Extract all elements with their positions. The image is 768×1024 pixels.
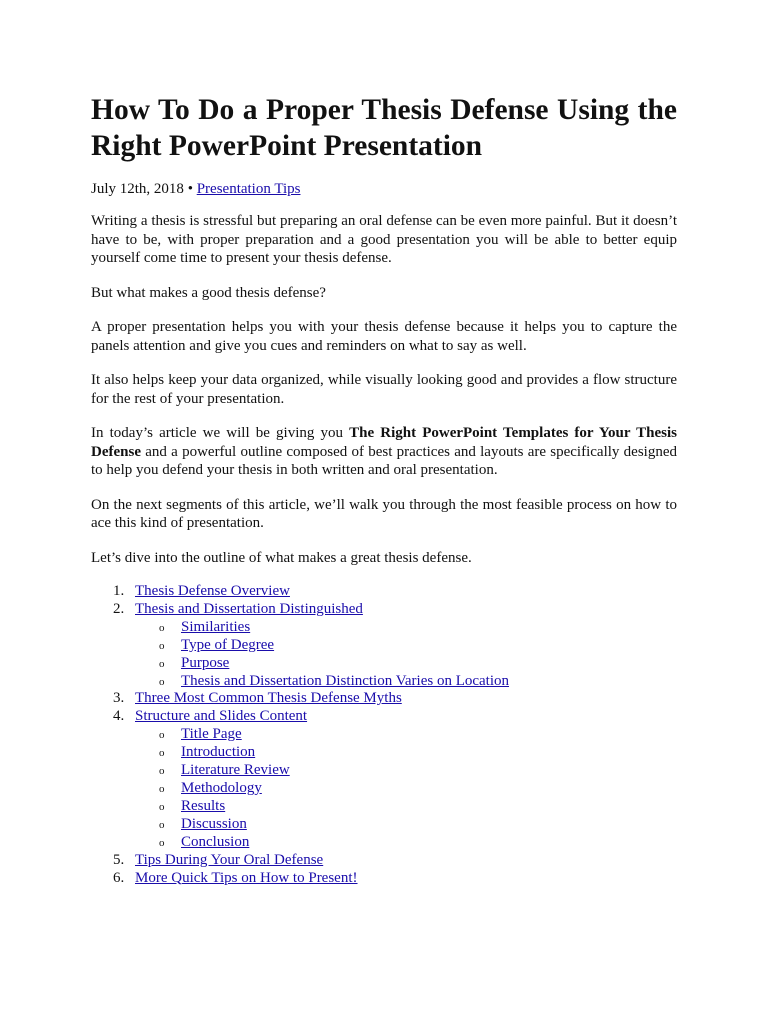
paragraph-question: But what makes a good thesis defense? <box>91 284 326 301</box>
outline-link-purpose[interactable]: Purpose <box>181 654 230 671</box>
outline-subitem <box>135 762 677 780</box>
outline-item <box>91 852 677 870</box>
sub-bullet: o <box>159 675 165 688</box>
outline-item <box>91 708 677 851</box>
outline-subitem <box>135 834 677 852</box>
article-title: How To Do a Proper Thesis Defense Using the Right PowerPoint Presentation <box>91 94 677 162</box>
paragraph-next-segments: On the next segments of this article, we’ll walk you through the most feasible process on how to ace this kind of presentation. <box>91 496 677 531</box>
outline-subitem <box>135 673 677 691</box>
outline-subitem <box>135 798 677 816</box>
meta-separator: • <box>187 181 193 197</box>
outline-link-oral-defense-tips[interactable]: Tips During Your Oral Defense <box>135 851 324 868</box>
sub-bullet: o <box>159 765 165 778</box>
paragraph-templates-bold: The Right PowerPoint Templates for Your Thesis Defense <box>91 425 677 460</box>
outline-sublist <box>135 619 677 691</box>
outline-list <box>91 583 677 887</box>
outline-link-distinction-location[interactable]: Thesis and Dissertation Distinction Varies on Location <box>181 672 510 689</box>
outline-subitem <box>135 619 677 637</box>
outline-link-introduction[interactable]: Introduction <box>181 744 256 761</box>
outline-number: 6. <box>113 869 125 886</box>
sub-bullet: o <box>159 836 165 849</box>
paragraph-dive-in: Let’s dive into the outline of what makes a great thesis defense. <box>91 549 472 566</box>
paragraph-templates-tail: and a powerful outline composed of best practices and layouts are specifically designed to help you defend your thesis in both written and oral presentation. <box>91 443 677 478</box>
outline-subitem <box>135 726 677 744</box>
outline-number: 3. <box>113 690 125 707</box>
outline-link-similarities[interactable]: Similarities <box>181 618 251 635</box>
paragraph-capture-attention: A proper presentation helps you with your thesis defense because it helps you to capture the panels attention and give you cues and reminders on what to say as well. <box>91 319 677 354</box>
outline-subitem <box>135 816 677 834</box>
sub-bullet: o <box>159 729 165 742</box>
outline-link-type-of-degree[interactable]: Type of Degree <box>181 636 275 653</box>
paragraph-intro: Writing a thesis is stressful but preparing an oral defense can be even more painful. But it doesn’t have to be, with proper preparation and a good presentation you will be able to better equip yourself come time to present your thesis defense. <box>91 213 677 266</box>
outline-link-quick-tips[interactable]: More Quick Tips on How to Present! <box>135 869 358 886</box>
paragraph-templates <box>91 424 677 480</box>
outline-link-myths[interactable]: Three Most Common Thesis Defense Myths <box>135 690 402 707</box>
outline-sublist <box>135 726 677 851</box>
sub-bullet: o <box>159 621 165 634</box>
outline-link-overview[interactable]: Thesis Defense Overview <box>135 583 290 599</box>
outline-number: 1. <box>113 583 125 599</box>
sub-bullet: o <box>159 782 165 795</box>
sub-bullet: o <box>159 818 165 831</box>
sub-bullet: o <box>159 800 165 813</box>
paragraph-templates-lead: In today’s article we will be giving you <box>91 425 350 441</box>
outline-number: 2. <box>113 600 125 617</box>
outline-item <box>91 870 677 888</box>
sub-bullet: o <box>159 639 165 652</box>
outline-subitem <box>135 744 677 762</box>
category-link[interactable]: Presentation Tips <box>196 181 301 197</box>
article-date: July 12th, 2018 <box>91 181 184 197</box>
sub-bullet: o <box>159 747 165 760</box>
outline-item <box>91 583 677 601</box>
outline-link-title-page[interactable]: Title Page <box>181 726 242 743</box>
outline-item <box>91 601 677 691</box>
outline-item <box>91 690 677 708</box>
outline-link-methodology[interactable]: Methodology <box>181 779 262 796</box>
sub-bullet: o <box>159 657 165 670</box>
outline-link-discussion[interactable]: Discussion <box>181 815 247 832</box>
article-meta <box>91 180 677 199</box>
outline-subitem <box>135 780 677 798</box>
outline-subitem <box>135 637 677 655</box>
outline-link-distinguished[interactable]: Thesis and Dissertation Distinguished <box>135 600 363 617</box>
outline-number: 5. <box>113 851 125 868</box>
outline-subitem <box>135 655 677 673</box>
outline-link-results[interactable]: Results <box>181 797 226 814</box>
outline-number: 4. <box>113 708 125 725</box>
paragraph-organized: It also helps keep your data organized, while visually looking good and provides a flow structure for the rest of your presentation. <box>91 372 677 407</box>
outline-link-structure[interactable]: Structure and Slides Content <box>135 708 308 725</box>
outline-link-conclusion[interactable]: Conclusion <box>181 833 250 850</box>
outline-link-literature-review[interactable]: Literature Review <box>181 762 290 779</box>
